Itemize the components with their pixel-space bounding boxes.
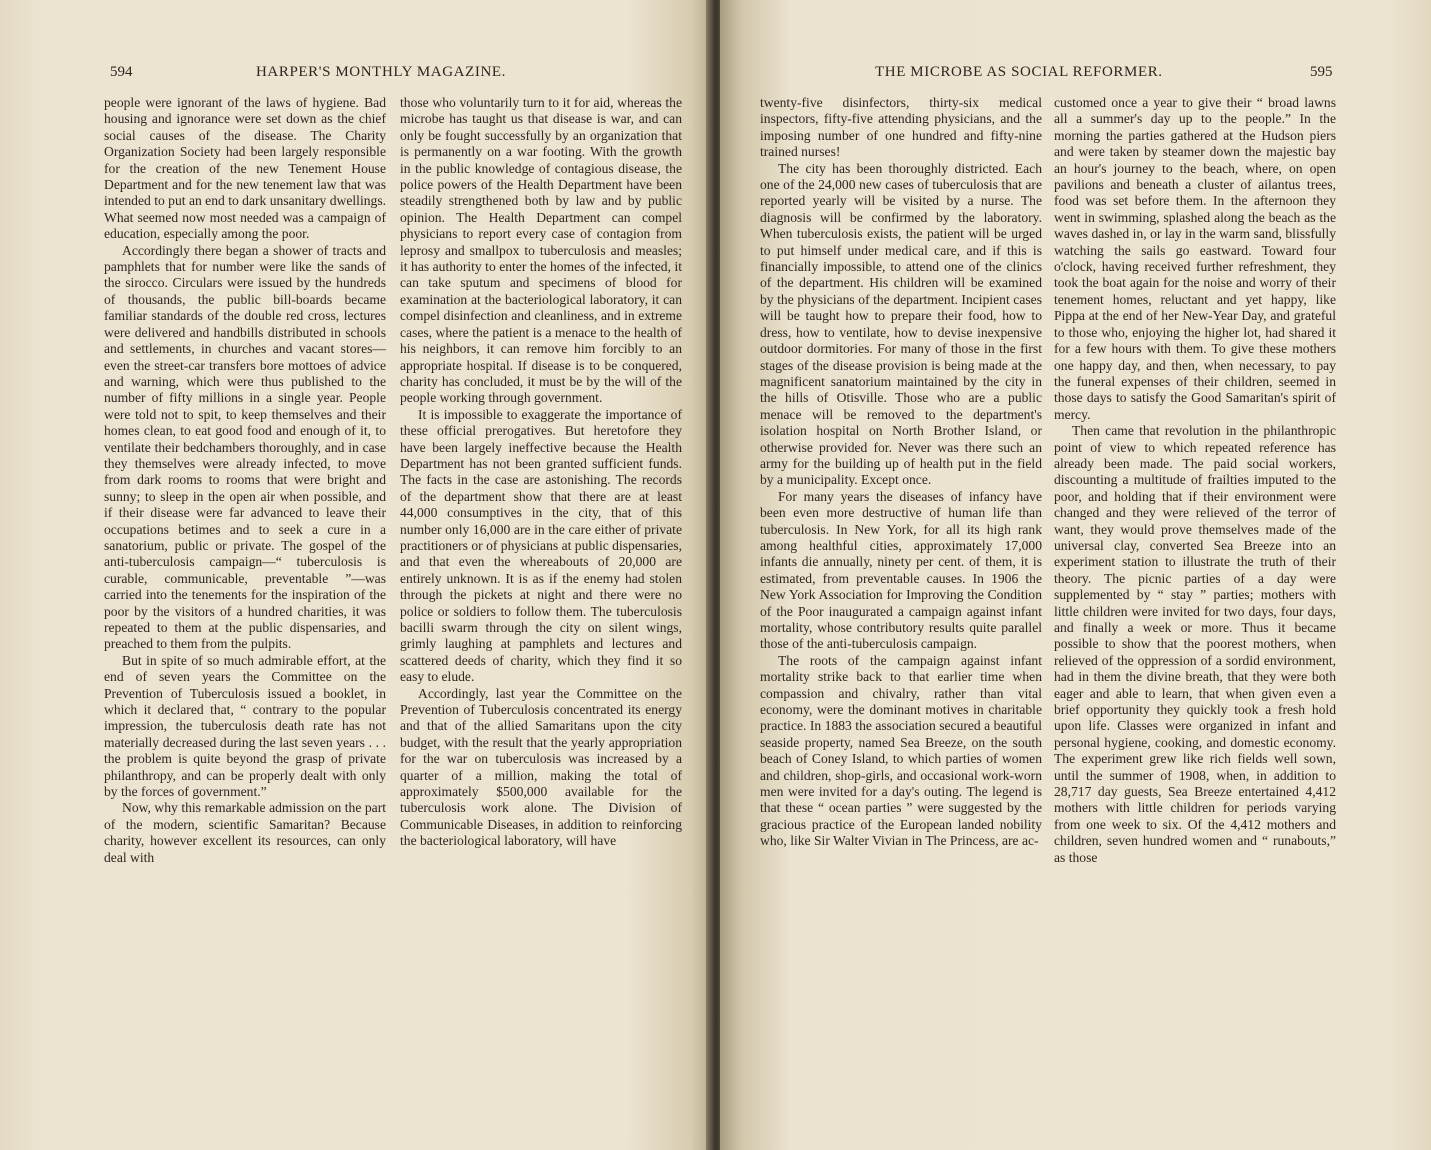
paragraph: people were ignorant of the laws of hygiene. Bad housing and ignorance were set down as the chief social causes of the disease. The Charity Organization Society had been largely responsible for the creation of the new Tenement House Department and for the new tenement law that was intended to put an end to dark unsanitary dwellings. What seemed now most needed was a campaign of education, especially among the poor.: [104, 95, 387, 242]
paragraph: Accordingly, last year the Committee on the Prevention of Tuberculosis concentrated its energy and that of the allied Samaritans upon the city budget, with the result that the yearly appropriation for the war on tuberculosis was increased by a quarter of a million, making the total of approximately $500,000 available for the tuberculosis work alone. The Division of Communicable Diseases, in addition to reinforcing the bacteriological laboratory, will have: [400, 685, 682, 849]
right-column-1: [760, 95, 1042, 850]
paragraph: For many years the diseases of infancy have been even more destructive of human life than tuberculosis. In New York, for all its high rank among healthful cities, approximately 17,000 infants die annually, ninety per cent. of them, it is estimated, from preventable causes. In 1906 the New York Association for Improving the Condition of the Poor inaugurated a campaign against infant mortality, whose contributory results quite parallel those of the anti-tuberculosis campaign.: [760, 488, 1042, 652]
paragraph: The roots of the campaign against infant mortality strike back to that earlier time when compassion and chivalry, rather than vital economy, were the dominant motives in charitable practice. In 1883 the association secured a beautiful seaside property, named Sea Breeze, on the south beach of Coney Island, to which parties of women and children, shop-girls, and occasional work-worn men were invited for a day's outing. The legend is that these “ ocean parties ” were suggested by the gracious practice of the European landed nobility who, like Sir Walter Vivian in The Princess, are ac-: [760, 652, 1042, 849]
paragraph: Then came that revolution in the philanthropic point of view to which repeated reference has already been made. The paid social workers, discounting a multitude of frailties imputed to the poor, and holding that if their environment were changed and they were relieved of the terror of want, they would prove themselves made of the universal clay, converted Sea Breeze into an experiment station to illustrate the truth of their theory. The picnic parties of a day were supplemented by “ stay ” parties; mothers with little children were invited for two days, four days, and finally a week or more. Thus it became possible to show that the poorest mothers, when relieved of the oppression of a sordid environment, had in them the divine breath, that they were both eager and able to learn, that when given even a brief opportunity they quickly took a fresh hold upon life. Classes were organized in infant and personal hygiene, cooking, and domestic economy. The experiment grew like rich fields well sown, until the summer of 1908, when, in addition to 28,717 day guests, Sea Breeze entertained 4,412 mothers with little children for periods varying from one week to six. Of the 4,412 mothers and children, seven hundred women and “ runabouts,” as those: [1054, 423, 1336, 865]
paragraph: twenty-five disinfectors, thirty-six medical inspectors, fifty-five attending physicians, and the imposing number of one hundred and fifty-nine trained nurses!: [760, 95, 1042, 160]
paragraph: But in spite of so much admirable effort, at the end of seven years the Committee on the Prevention of Tuberculosis issued a booklet, in which it declared that, “ contrary to the popular impression, the tuberculosis death rate has not materially decreased during the last seven years . . . the problem is quite beyond the grasp of private philanthropy, and can be properly dealt with only by the forces of government.”: [104, 652, 386, 800]
left-column-2: [400, 95, 682, 850]
paragraph: Now, why this remarkable admission on the part of the modern, scientific Samaritan? Because charity, however excellent its resources, can only deal with: [104, 800, 386, 865]
paragraph: those who voluntarily turn to it for aid, whereas the microbe has taught us that disease is war, and can only be fought successfully by an organization that is permanently on a war footing. With the growth in the public knowledge of contagious disease, the police powers of the Health Department have been steadily strengthened both by law and by public opinion. The Health Department can compel physicians to report every case of contagion from leprosy and smallpox to tuberculosis and measles; it has authority to enter the homes of the infected, it can take sputum and specimens of blood for examination at the bacteriological laboratory, it can compel disinfection and cleanliness, and in extreme cases, where the patient is a menace to the health of his neighbors, it can remove him forcibly to an appropriate hospital. If disease is to be conquered, charity has concluded, it must be by the will of the people working through government.: [400, 95, 682, 406]
paragraph: Accordingly there began a shower of tracts and pamphlets that for number were like the sands of the sirocco. Circulars were issued by the hundreds of thousands, the public bill-boards became familiar standards of the double red cross, lectures were delivered and handbills distributed in schools and settlements, in churches and vacant stores—even the street-car transfers bore mottoes of advice and warning, which were thus published to the number of fifty millions in a single year. People were told not to spit, to keep themselves and their homes clean, to eat good food and enough of it, to ventilate their bedchambers thoroughly, and in case they themselves were already infected, to move from dark rooms to rooms that were bright and sunny; to sleep in the open air when possible, and if their disease were far advanced to leave their occupations betimes and to seek a cure in a sanatorium, public or private. The gospel of the anti-tuberculosis campaign—“ tuberculosis is curable, communicable, preventable ”—was carried into the tenements for the inspiration of the poor by the visitors of a hundred charities, it was repeated to them at the public dispensaries, and preached to them from the pulpits.: [104, 242, 386, 652]
right-page: [720, 0, 1431, 1150]
left-column-1: [104, 95, 386, 866]
paragraph: The city has been thoroughly districted. Each one of the 24,000 new cases of tuberculosis that are reported yearly will be visited by a nurse. The diagnosis will be confirmed by the laboratory. When tuberculosis exists, the patient will be urged to put himself under medical care, and if this is financially impossible, to attend one of the clinics of the department. His children will be examined by the physicians of the department. Incipient cases will be taught how to prepare their food, how to dress, how to ventilate, how to devise inexpensive outdoor dormitories. For many of those in the first stages of the disease provision is being made at the magnificent sanatorium maintained by the city in the hills of Otisville. Those who are a public menace will be removed to the department's isolation hospital on North Brother Island, or otherwise provided for. Never was there such an army for the building up of health put in the field by a municipality. Except once.: [760, 160, 1042, 488]
running-head-left: HARPER'S MONTHLY MAGAZINE.: [256, 64, 506, 80]
running-head-right: THE MICROBE AS SOCIAL REFORMER.: [875, 64, 1163, 80]
paragraph: It is impossible to exaggerate the importance of these official prerogatives. But heretofore they have been largely ineffective because the Health Department has not been granted sufficient funds. The facts in the case are astonishing. The records of the department show that there are at least 44,000 consumptives in the city, that of this number only 16,000 are in the care either of private practitioners or of physicians at public dispensaries, and that even the whereabouts of 20,000 are entirely unknown. It is as if the enemy had stolen through the pickets at night and there were no police or soldiers to follow them. The tuberculosis bacilli swarm through the city on silent wings, grimly laughing at pamphlets and lectures and scattered deeds of charity, which they find it so easy to elude.: [400, 406, 682, 685]
paragraph: customed once a year to give their “ broad lawns all a summer's day up to the people.” In the morning the parties gathered at the Hudson piers and were taken by steamer down the majestic bay an hour's journey to the beach, where, on open pavilions and beneath a cluster of ailantus trees, food was set before them. In the afternoon they went in swimming, splashed along the beach as the waves dashed in, or lay in the warm sand, blissfully watching the sails go eastward. Toward four o'clock, having received further refreshment, they took the boat again for the noise and worry of their tenement homes, reluctant and yet happy, like Pippa at the end of her New-Year Day, and grateful to those who, enjoying the higher lot, had shared it for a few hours with them. To give these mothers one happy day, and then, when necessary, to pay the funeral expenses of their children, seemed in those days to satisfy the Good Samaritan's spirit of mercy.: [1054, 95, 1336, 422]
page-number-left: 594: [110, 64, 133, 80]
page-number-right: 595: [1310, 64, 1333, 80]
left-page: [0, 0, 712, 1150]
right-column-2: [1054, 95, 1336, 866]
